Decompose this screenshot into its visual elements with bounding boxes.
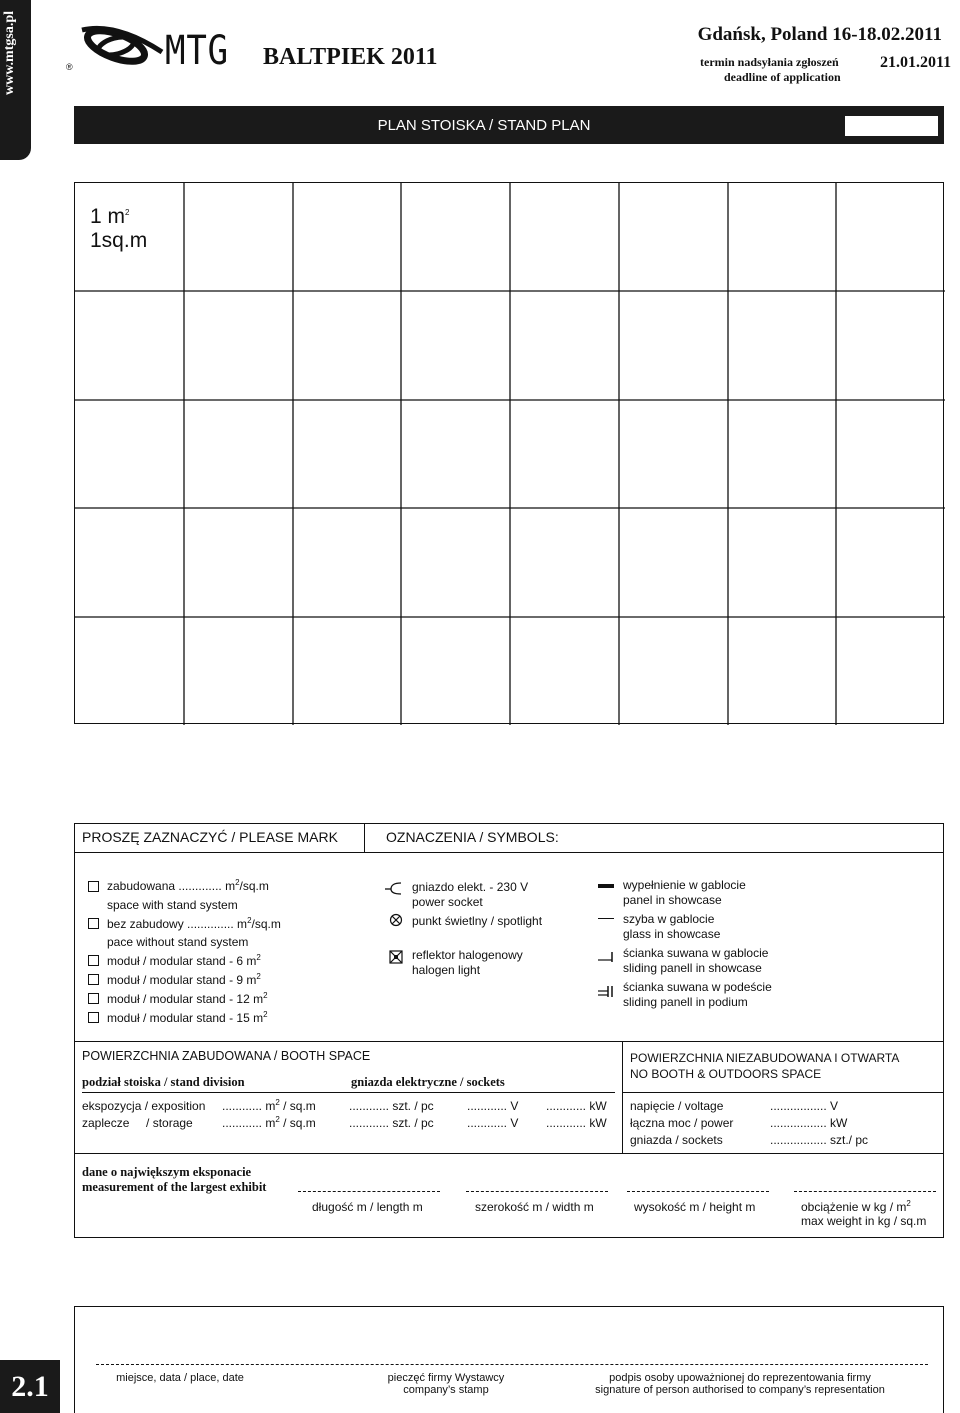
- storage-area-field[interactable]: [222, 1116, 316, 1130]
- please-mark-title: PROSZĘ ZAZNACZYĆ / PLEASE MARK: [82, 829, 338, 845]
- symbol-label-pl: wypełnienie w gablocie: [623, 878, 746, 892]
- grid-unit-label: [90, 205, 147, 253]
- option-text: bez zabudowy .............. m: [107, 917, 248, 931]
- stamp-label-en: company’s stamp: [403, 1384, 489, 1396]
- sliding-panel-showcase-icon: [597, 950, 615, 964]
- sup: 2: [256, 953, 261, 962]
- weight-label: [801, 1200, 911, 1214]
- grid-lines: [75, 183, 945, 725]
- voltage-field[interactable]: ................. V: [770, 1099, 839, 1113]
- option-label: [107, 954, 261, 968]
- exposition-kw-field[interactable]: ............ kW: [546, 1099, 607, 1113]
- area-text: ............ m: [222, 1099, 276, 1113]
- form-title: PLAN STOISKA / STAND PLAN: [377, 117, 591, 134]
- weight-label-en: max weight in kg / sq.m: [801, 1214, 927, 1228]
- symbols-title: OZNACZENIA / SYMBOLS:: [386, 829, 559, 845]
- glass-showcase-icon: [598, 918, 614, 919]
- length-label: długość m / length m: [312, 1200, 423, 1214]
- page-number: 2.1: [0, 1360, 60, 1413]
- divider: [622, 1092, 944, 1093]
- place-date-label: miejsce, data / place, date: [116, 1372, 244, 1384]
- form-number-field[interactable]: [845, 116, 938, 136]
- option-label-en: pace without stand system: [107, 935, 249, 949]
- unit-line2: 1sq.m: [90, 229, 148, 252]
- voltage-label: napięcie / voltage: [630, 1099, 724, 1113]
- form-title-bar: [74, 106, 944, 144]
- storage-volt-field[interactable]: ............ V: [467, 1116, 519, 1130]
- exposition-label: ekspozycja / exposition: [82, 1099, 206, 1113]
- option-label: [107, 1011, 268, 1025]
- weight-field[interactable]: [794, 1191, 936, 1192]
- sockets-label: gniazda elektryczne / sockets: [351, 1075, 505, 1089]
- option-text: moduł / modular stand - 6 m: [107, 954, 257, 968]
- option-text: zabudowana ............. m: [107, 879, 236, 893]
- length-field[interactable]: [298, 1191, 440, 1192]
- option-label: [107, 879, 269, 893]
- sliding-panel-podium-icon: [597, 984, 615, 998]
- storage-kw-field[interactable]: ............ kW: [546, 1116, 607, 1130]
- area-unit: / sq.m: [279, 1116, 316, 1130]
- storage-label: zaplecze / storage: [82, 1116, 193, 1130]
- checkbox-without-stand-system[interactable]: [88, 918, 99, 929]
- sup: 2: [235, 878, 240, 887]
- symbol-label-en: halogen light: [412, 963, 481, 977]
- height-label: wysokość m / height m: [634, 1200, 756, 1214]
- symbol-label-pl: gniazdo elekt. - 230 V: [412, 880, 529, 894]
- deadline-date: 21.01.2011: [880, 54, 952, 71]
- sockets-outdoor-label: gniazda / sockets: [630, 1133, 723, 1147]
- option-label-en: space with stand system: [107, 898, 238, 912]
- booth-space-title: POWIERZCHNIA ZABUDOWANA / BOOTH SPACE: [82, 1049, 371, 1063]
- option-label: [107, 992, 268, 1006]
- checkbox-modular-6[interactable]: [88, 955, 99, 966]
- exposition-pcs-field[interactable]: ............ szt. / pc: [349, 1099, 434, 1113]
- signature-label-en: signature of person authorised to company’s representation: [595, 1384, 885, 1396]
- registered-mark: ®: [66, 62, 73, 72]
- weight-text: obciążenie w kg / m: [801, 1200, 907, 1214]
- unit-sup: 2: [125, 208, 130, 217]
- height-field[interactable]: [627, 1191, 769, 1192]
- symbol-label-en: sliding panell in podium: [623, 995, 748, 1009]
- halogen-light-icon: [389, 950, 403, 964]
- website-text: www.mtgsa.pl: [2, 10, 17, 95]
- divider: [74, 852, 944, 853]
- option-text: moduł / modular stand - 15 m: [107, 1011, 264, 1025]
- option-label: [107, 973, 261, 987]
- sup: 2: [275, 1115, 280, 1124]
- sup: 2: [256, 972, 261, 981]
- exposition-volt-field[interactable]: ............ V: [467, 1099, 519, 1113]
- exhibit-title-line2: measurement of the largest exhibit: [82, 1180, 267, 1194]
- deadline-label-en: deadline of application: [724, 70, 841, 84]
- divider: [364, 823, 365, 852]
- width-field[interactable]: [466, 1191, 608, 1192]
- divider: [82, 1092, 615, 1093]
- exposition-area-field[interactable]: [222, 1099, 316, 1113]
- symbol-label-pl: reflektor halogenowy: [412, 948, 523, 962]
- checkbox-modular-9[interactable]: [88, 974, 99, 985]
- logo-text: MTG: [165, 28, 229, 74]
- symbol-label-en: glass in showcase: [623, 927, 721, 941]
- spotlight-icon: [389, 913, 403, 927]
- checkbox-stand-system[interactable]: [88, 881, 99, 892]
- outdoor-title-line1: POWIERZCHNIA NIEZABUDOWANA I OTWARTA: [630, 1051, 900, 1065]
- deadline-label-pl: termin nadsyłania zgłoszeń: [700, 55, 839, 69]
- location-dates: Gdańsk, Poland 16-18.02.2011: [697, 24, 942, 45]
- option-suffix: /sq.m: [251, 917, 281, 931]
- symbol-label-en: power socket: [412, 895, 483, 909]
- exhibit-title-line1: dane o największym eksponacie: [82, 1165, 252, 1179]
- divider: [74, 1041, 944, 1042]
- mtg-logo-icon: [76, 22, 166, 72]
- option-text: moduł / modular stand - 9 m: [107, 973, 257, 987]
- checkbox-modular-12[interactable]: [88, 993, 99, 1004]
- outdoor-title-line2: NO BOOTH & OUTDOORS SPACE: [630, 1067, 822, 1081]
- unit-line1: 1 m: [90, 205, 126, 228]
- sup: 2: [906, 1199, 911, 1208]
- signature-line: [96, 1364, 928, 1365]
- area-unit: / sq.m: [279, 1099, 316, 1113]
- stand-division-label: podział stoiska / stand division: [82, 1075, 245, 1089]
- symbol-label-pl: ścianka suwana w gablocie: [623, 946, 769, 960]
- power-socket-icon: [385, 880, 403, 896]
- divider: [74, 1153, 944, 1154]
- divider: [622, 1041, 623, 1153]
- sup: 2: [263, 1010, 268, 1019]
- signature-box[interactable]: [74, 1306, 944, 1413]
- option-suffix: /sq.m: [239, 879, 269, 893]
- sup: 2: [263, 991, 268, 1000]
- storage-pcs-field[interactable]: ............ szt. / pc: [349, 1116, 434, 1130]
- checkbox-modular-15[interactable]: [88, 1012, 99, 1023]
- panel-showcase-icon: [598, 884, 614, 888]
- width-label: szerokość m / width m: [475, 1200, 594, 1214]
- stamp-label-pl: pieczęć firmy Wystawcy: [387, 1372, 505, 1384]
- power-field[interactable]: ................. kW: [770, 1116, 848, 1130]
- symbol-label-en: sliding panell in showcase: [623, 961, 762, 975]
- sockets-outdoor-field[interactable]: ................. szt./ pc: [770, 1133, 869, 1147]
- symbol-label-en: panel in showcase: [623, 893, 722, 907]
- symbol-label-pl: punkt świetlny / spotlight: [412, 914, 543, 928]
- event-name: BALTPIEK 2011: [263, 44, 438, 70]
- stand-plan-grid[interactable]: [74, 182, 944, 724]
- sup: 2: [275, 1098, 280, 1107]
- option-label: [107, 917, 281, 931]
- sup: 2: [247, 916, 252, 925]
- symbol-label-pl: szyba w gablocie: [623, 912, 715, 926]
- power-label: łączna moc / power: [630, 1116, 734, 1130]
- symbol-label-pl: ścianka suwana w podeście: [623, 980, 772, 994]
- website-side-tab: [0, 0, 31, 160]
- option-text: moduł / modular stand - 12 m: [107, 992, 264, 1006]
- signature-label-pl: podpis osoby upoważnionej do reprezentowania firmy: [609, 1372, 871, 1384]
- area-text: ............ m: [222, 1116, 276, 1130]
